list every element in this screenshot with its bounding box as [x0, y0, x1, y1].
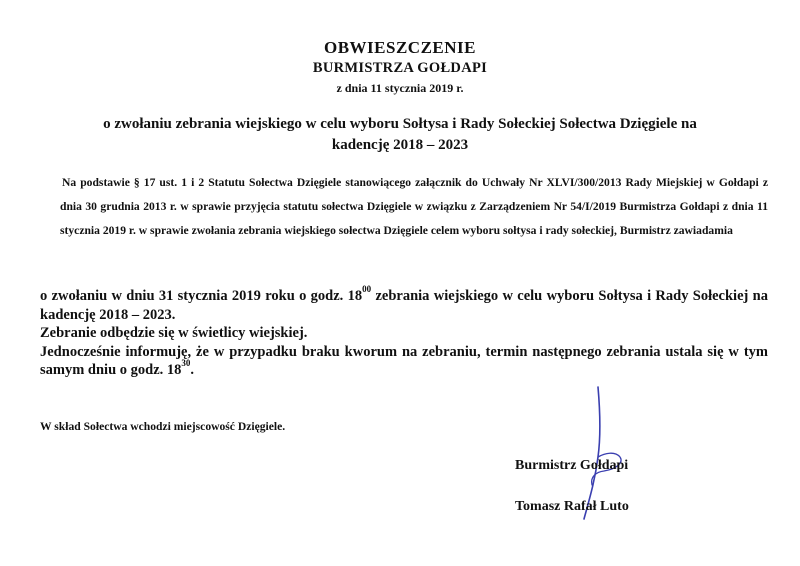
- meeting-text-start: o zwołaniu w dniu 31 stycznia 2019 roku o godz. 18: [40, 288, 363, 304]
- meeting-text-end: zebrania wiejskiego w celu wyboru Sołtysa i Rady Sołeckiej na kadencję 2018 – 2023.: [40, 288, 768, 323]
- meeting-time-minutes: 00: [362, 284, 372, 295]
- quorum-time-minutes: 30: [181, 358, 191, 369]
- announcement-paragraph-quorum: [40, 343, 768, 380]
- quorum-text-start: Jednocześnie informuję, że w przypadku braku kworum na zebraniu, termin następnego zebrania ustala się w tym samym dniu o godz. 18: [40, 343, 768, 378]
- quorum-text-end: .: [190, 362, 195, 378]
- subject-heading: [40, 114, 760, 156]
- announcement-paragraph-meeting: [40, 284, 768, 324]
- solectwo-composition: W skład Sołectwa wchodzi miejscowość Dzięgiele.: [40, 420, 286, 433]
- issuing-authority: BURMISTRZA GOŁDAPI: [312, 60, 488, 76]
- signatory-name: Tomasz Rafał Luto: [515, 499, 629, 514]
- announcement-body: [40, 284, 768, 380]
- announcement-paragraph-venue: Zebranie odbędzie się w świetlicy wiejskiej.: [40, 325, 308, 341]
- subject-line-1: o zwołaniu zebrania wiejskiego w celu wyboru Sołtysa i Rady Sołeckiej Sołectwa Dzięgiele na: [103, 116, 697, 132]
- issue-date: z dnia 11 stycznia 2019 r.: [336, 81, 464, 95]
- document-title: OBWIESZCZENIE: [324, 38, 476, 57]
- subject-line-2: kadencję 2018 – 2023: [331, 137, 469, 153]
- signatory-title: Burmistrz Gołdapi: [515, 458, 629, 473]
- legal-basis-paragraph: Na podstawie § 17 ust. 1 i 2 Statutu Sołectwa Dzięgiele stanowiącego załącznik do Uchwały Nr XLVI/300/2013 Rady Miejskiej w Gołdapi z dnia 30 grudnia 2013 r. w sprawie przyjęcia statutu sołectwa Dzięgiele w związku z Zarządzeniem Nr 54/I/2019 Burmistrza Gołdapi z dnia 11 stycznia 2019 r. w sprawie zwołania zebrania wiejskiego sołectwa Dzięgiele celem wyboru sołtysa i rady sołeckiej, Burmistrz zawiadamia: [60, 176, 768, 237]
